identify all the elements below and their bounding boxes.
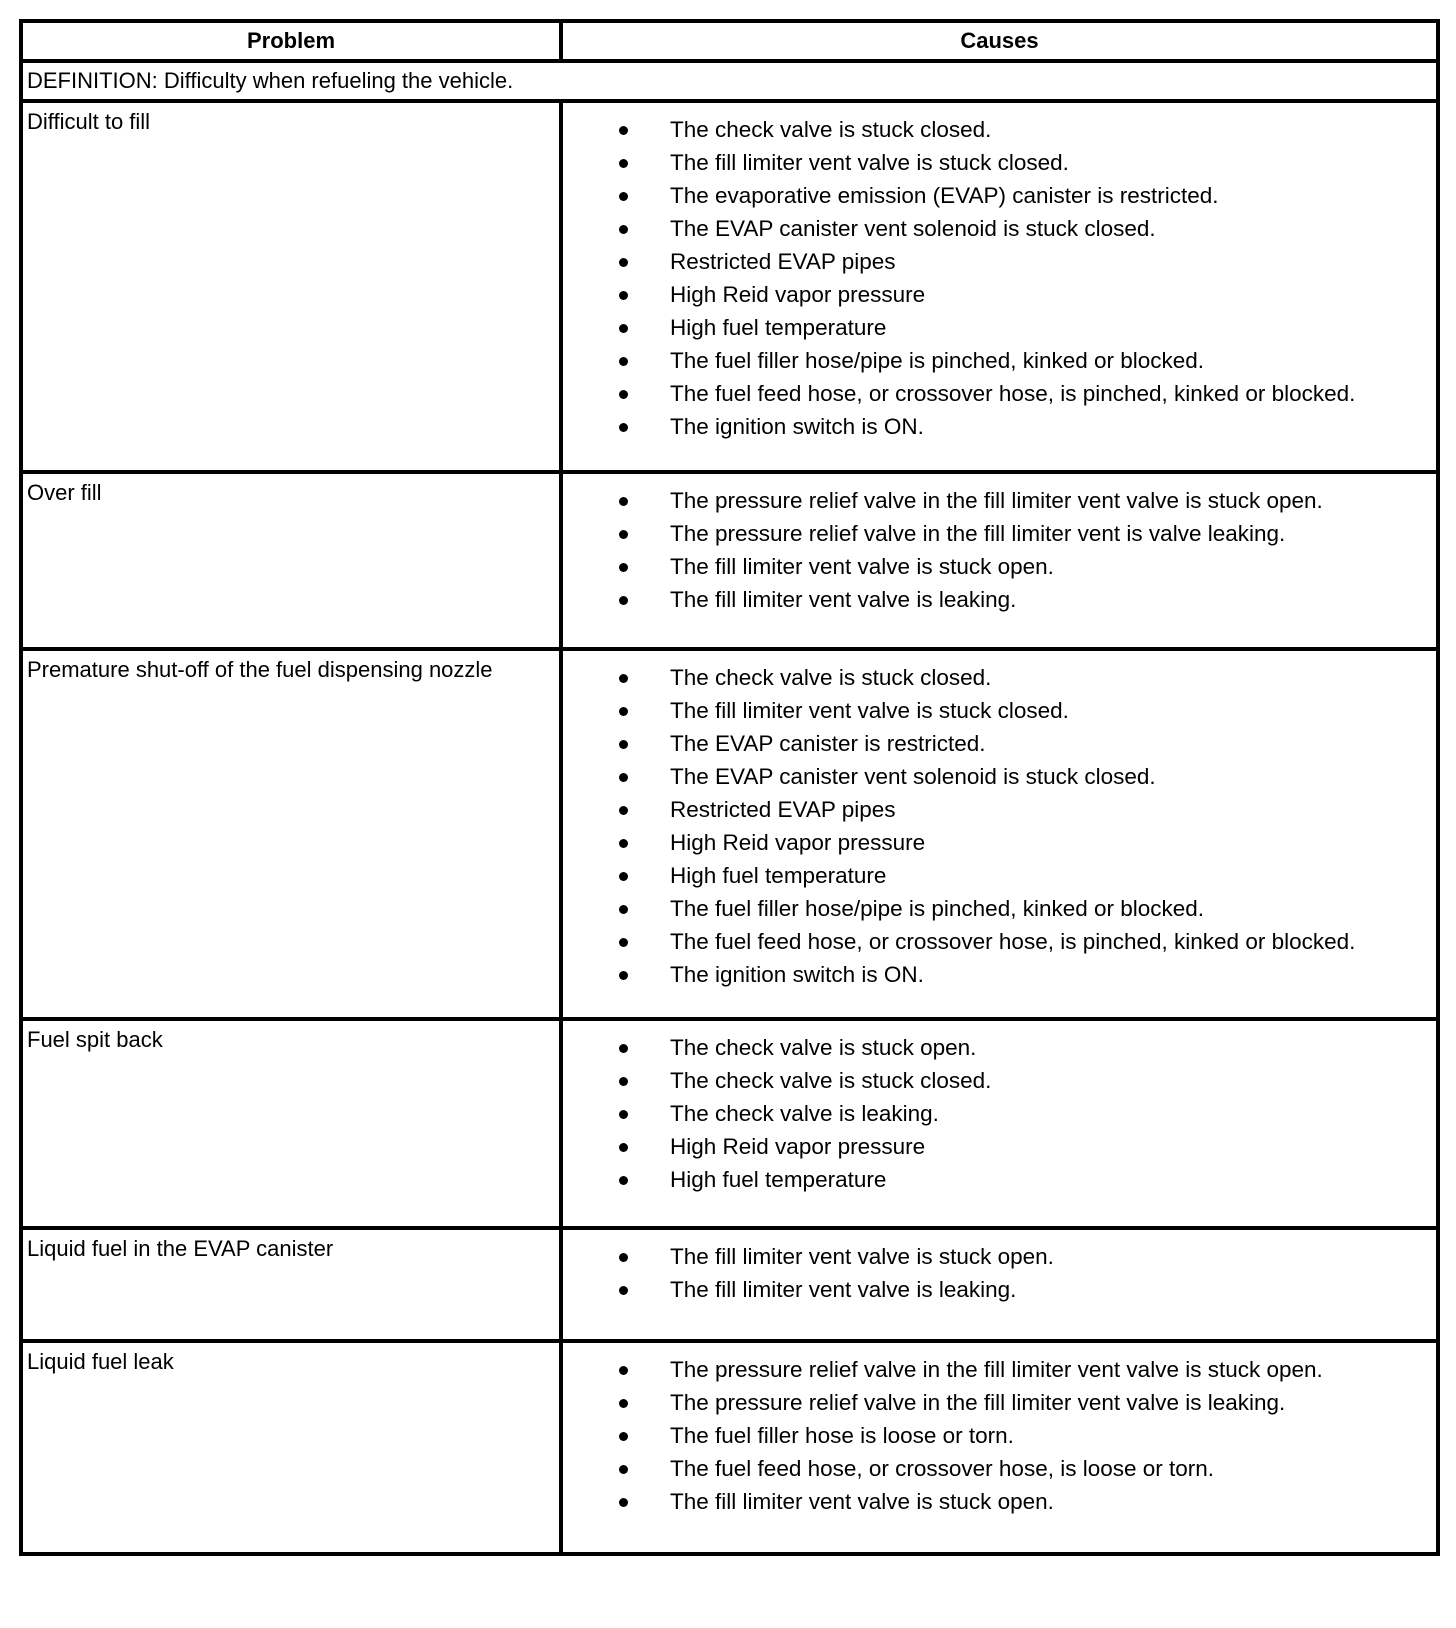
bullet-icon xyxy=(619,1044,628,1053)
cause-item xyxy=(563,925,1436,958)
cause-text: The pressure relief valve in the fill limiter vent valve is stuck open. xyxy=(670,488,1323,513)
cause-text: The fill limiter vent valve is stuck closed. xyxy=(670,150,1069,175)
table-row xyxy=(21,649,1438,1019)
cause-item xyxy=(563,1064,1436,1097)
causes-cell xyxy=(561,1341,1438,1554)
bullet-icon xyxy=(619,563,628,572)
bullet-icon xyxy=(619,905,628,914)
bullet-icon xyxy=(619,707,628,716)
bullet-icon xyxy=(619,530,628,539)
cause-text: Restricted EVAP pipes xyxy=(670,249,896,274)
cause-list xyxy=(563,113,1436,443)
cause-item xyxy=(563,727,1436,760)
table-row xyxy=(21,472,1438,649)
problem-cell: Difficult to fill xyxy=(21,101,561,472)
cause-list xyxy=(563,661,1436,991)
problem-cell: Fuel spit back xyxy=(21,1019,561,1228)
definition-text: DEFINITION: Difficulty when refueling the vehicle. xyxy=(21,61,1438,101)
bullet-icon xyxy=(619,938,628,947)
cause-item xyxy=(563,760,1436,793)
cause-item xyxy=(563,179,1436,212)
cause-item xyxy=(563,1419,1436,1452)
bullet-icon xyxy=(619,291,628,300)
causes-cell xyxy=(561,1019,1438,1228)
cause-item xyxy=(563,113,1436,146)
header-problem: Problem xyxy=(21,21,561,61)
cause-item xyxy=(563,311,1436,344)
bullet-icon xyxy=(619,740,628,749)
bullet-icon xyxy=(619,324,628,333)
problem-cell: Premature shut-off of the fuel dispensing nozzle xyxy=(21,649,561,1019)
cause-item xyxy=(563,1386,1436,1419)
cause-list xyxy=(563,1240,1436,1306)
bullet-icon xyxy=(619,497,628,506)
cause-item xyxy=(563,958,1436,991)
bullet-icon xyxy=(619,390,628,399)
header-causes: Causes xyxy=(561,21,1438,61)
cause-item xyxy=(563,661,1436,694)
bullet-icon xyxy=(619,1366,628,1375)
cause-text: The fill limiter vent valve is leaking. xyxy=(670,587,1017,612)
cause-item xyxy=(563,1240,1436,1273)
cause-text: The EVAP canister vent solenoid is stuck closed. xyxy=(670,216,1156,241)
cause-text: The fill limiter vent valve is stuck open. xyxy=(670,1244,1054,1269)
causes-cell xyxy=(561,472,1438,649)
cause-text: The fuel feed hose, or crossover hose, is pinched, kinked or blocked. xyxy=(670,929,1356,954)
bullet-icon xyxy=(619,596,628,605)
cause-text: The fill limiter vent valve is leaking. xyxy=(670,1277,1017,1302)
cause-item xyxy=(563,1353,1436,1386)
bullet-icon xyxy=(619,674,628,683)
header-row xyxy=(21,21,1438,61)
cause-list xyxy=(563,484,1436,616)
bullet-icon xyxy=(619,1498,628,1507)
table-row xyxy=(21,101,1438,472)
cause-text: High Reid vapor pressure xyxy=(670,830,926,855)
cause-item xyxy=(563,859,1436,892)
cause-text: The fill limiter vent valve is stuck closed. xyxy=(670,698,1069,723)
bullet-icon xyxy=(619,1465,628,1474)
cause-text: The ignition switch is ON. xyxy=(670,962,924,987)
cause-text: The check valve is leaking. xyxy=(670,1101,939,1126)
bullet-icon xyxy=(619,258,628,267)
cause-item xyxy=(563,1031,1436,1064)
cause-item xyxy=(563,1163,1436,1196)
bullet-icon xyxy=(619,1077,628,1086)
cause-list xyxy=(563,1353,1436,1518)
bullet-icon xyxy=(619,423,628,432)
cause-text: The fuel feed hose, or crossover hose, is loose or torn. xyxy=(670,1456,1215,1481)
bullet-icon xyxy=(619,806,628,815)
cause-text: The EVAP canister vent solenoid is stuck closed. xyxy=(670,764,1156,789)
cause-text: The fill limiter vent valve is stuck open. xyxy=(670,554,1054,579)
problem-cell: Liquid fuel leak xyxy=(21,1341,561,1554)
bullet-icon xyxy=(619,1399,628,1408)
cause-text: The fuel feed hose, or crossover hose, is pinched, kinked or blocked. xyxy=(670,381,1356,406)
causes-cell xyxy=(561,1228,1438,1341)
bullet-icon xyxy=(619,1286,628,1295)
cause-item xyxy=(563,377,1436,410)
cause-text: The ignition switch is ON. xyxy=(670,414,924,439)
table-row xyxy=(21,1341,1438,1554)
bullet-icon xyxy=(619,192,628,201)
cause-text: High fuel temperature xyxy=(670,863,887,888)
bullet-icon xyxy=(619,839,628,848)
causes-cell xyxy=(561,101,1438,472)
cause-text: The check valve is stuck closed. xyxy=(670,117,992,142)
bullet-icon xyxy=(619,1110,628,1119)
bullet-icon xyxy=(619,1253,628,1262)
cause-item xyxy=(563,550,1436,583)
causes-cell xyxy=(561,649,1438,1019)
cause-item xyxy=(563,146,1436,179)
cause-item xyxy=(563,1130,1436,1163)
cause-text: The check valve is stuck closed. xyxy=(670,1068,992,1093)
problem-cell: Liquid fuel in the EVAP canister xyxy=(21,1228,561,1341)
diagnostic-table-container xyxy=(19,19,1436,1556)
cause-text: High Reid vapor pressure xyxy=(670,282,926,307)
cause-text: The check valve is stuck closed. xyxy=(670,665,992,690)
cause-text: The fill limiter vent valve is stuck open. xyxy=(670,1489,1054,1514)
problem-cell: Over fill xyxy=(21,472,561,649)
cause-text: The fuel filler hose/pipe is pinched, kinked or blocked. xyxy=(670,896,1205,921)
cause-text: Restricted EVAP pipes xyxy=(670,797,896,822)
cause-item xyxy=(563,517,1436,550)
cause-item xyxy=(563,245,1436,278)
cause-text: High Reid vapor pressure xyxy=(670,1134,926,1159)
cause-text: The pressure relief valve in the fill limiter vent valve is stuck open. xyxy=(670,1357,1323,1382)
cause-text: High fuel temperature xyxy=(670,315,887,340)
cause-text: The pressure relief valve in the fill limiter vent valve is leaking. xyxy=(670,1390,1286,1415)
bullet-icon xyxy=(619,1143,628,1152)
bullet-icon xyxy=(619,225,628,234)
cause-text: The EVAP canister is restricted. xyxy=(670,731,986,756)
cause-item xyxy=(563,583,1436,616)
cause-item xyxy=(563,344,1436,377)
cause-item xyxy=(563,1097,1436,1130)
cause-item xyxy=(563,1273,1436,1306)
definition-row xyxy=(21,61,1438,101)
cause-text: The fuel filler hose is loose or torn. xyxy=(670,1423,1014,1448)
cause-text: The pressure relief valve in the fill limiter vent is valve leaking. xyxy=(670,521,1286,546)
bullet-icon xyxy=(619,159,628,168)
cause-item xyxy=(563,892,1436,925)
cause-text: The fuel filler hose/pipe is pinched, kinked or blocked. xyxy=(670,348,1205,373)
diagnostic-table xyxy=(19,19,1440,1556)
cause-item xyxy=(563,694,1436,727)
bullet-icon xyxy=(619,1432,628,1441)
bullet-icon xyxy=(619,773,628,782)
cause-text: High fuel temperature xyxy=(670,1167,887,1192)
bullet-icon xyxy=(619,872,628,881)
cause-item xyxy=(563,212,1436,245)
bullet-icon xyxy=(619,126,628,135)
cause-item xyxy=(563,410,1436,443)
table-row xyxy=(21,1019,1438,1228)
cause-item xyxy=(563,793,1436,826)
cause-list xyxy=(563,1031,1436,1196)
cause-item xyxy=(563,826,1436,859)
cause-text: The evaporative emission (EVAP) canister is restricted. xyxy=(670,183,1219,208)
bullet-icon xyxy=(619,357,628,366)
table-row xyxy=(21,1228,1438,1341)
bullet-icon xyxy=(619,1176,628,1185)
cause-item xyxy=(563,1452,1436,1485)
cause-item xyxy=(563,1485,1436,1518)
cause-item xyxy=(563,278,1436,311)
cause-text: The check valve is stuck open. xyxy=(670,1035,977,1060)
bullet-icon xyxy=(619,971,628,980)
cause-item xyxy=(563,484,1436,517)
